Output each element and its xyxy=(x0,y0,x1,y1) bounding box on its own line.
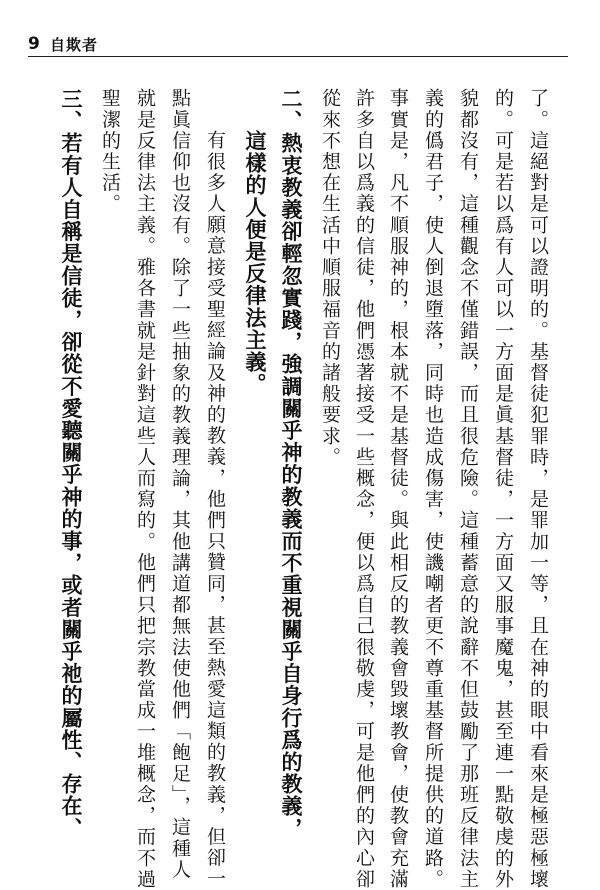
running-header xyxy=(28,32,568,56)
text-column-11: 聖潔的生活。 xyxy=(99,88,121,215)
section-heading-2: 二、熱衷教義卻輕忽實踐，強調關乎神的教義而不重視關乎自身行爲的教義， xyxy=(279,88,304,840)
text-column-10: 就是反律法主義。雅各書就是針對這些人而寫的。他們只把宗教當成一堆概念，而不過 xyxy=(134,88,156,890)
running-title: 自欺者 xyxy=(50,36,99,54)
text-column-4: 義的僞君子，使人倒退墮落，同時也造成傷害，使譏嘲者更不尊重基督所提供的道路。 xyxy=(422,88,444,890)
text-column-6: 許多自以爲義的信徒，他們憑著接受一些概念，便以爲自己很敬虔，可是他們的內心卻 xyxy=(353,88,375,890)
text-column-9: 點眞信仰也沒有。除了一些抽象的教義理論，其他講道都無法使他們「飽足」，這種人 xyxy=(169,88,191,881)
section-heading-3: 三、若有人自稱是信徒，卻從不愛聽關乎神的事，或者關乎祂的屬性、存在、 xyxy=(59,88,84,840)
header-rule xyxy=(28,56,568,57)
page-number: 9 xyxy=(28,34,40,54)
section-heading-2-cont: 這樣的人便是反律法主義。 xyxy=(243,130,268,396)
text-column-3: 貌都沒有，這種觀念不僅錯誤，而且很危險。這種蓄意的說辭不但鼓勵了那班反律法主 xyxy=(457,88,479,890)
text-column-1: 了。這絕對是可以證明的。基督徒犯罪時，是罪加一等，且在神的眼中看來是極惡極壞 xyxy=(527,88,549,890)
text-column-2: 的。可是若以爲有人可以一方面是眞基督徒，一方面又服事魔鬼，甚至連一點敬虔的外 xyxy=(492,88,514,890)
text-column-5: 事實是，凡不順服神的，根本就不是基督徒。與此相反的教義會毀壞教會，使教會充滿 xyxy=(387,88,409,890)
text-column-7: 從來不想在生活中順服福音的諸般要求。 xyxy=(319,88,341,468)
text-column-8: 有很多人願意接受聖經論及神的教義，他們只贊同，甚至熱愛這類的教義，但卻一 xyxy=(204,130,226,890)
